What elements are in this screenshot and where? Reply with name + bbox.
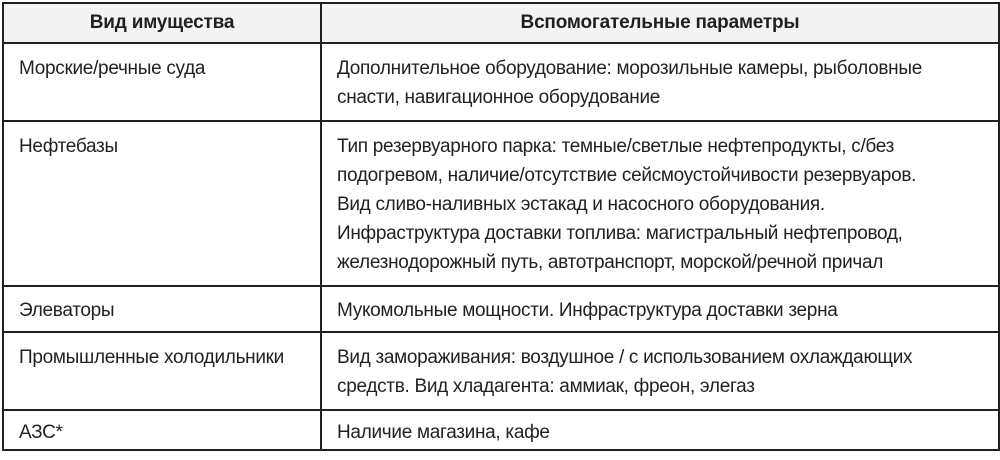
cell-asset-type: Промышленные холодильники bbox=[3, 332, 321, 410]
parameter-line: подогревом, наличие/отсутствие сейсмоустойчивости резервуаров. bbox=[337, 165, 917, 186]
parameter-line: средств. Вид хладагента: аммиак, фреон, элегаз bbox=[337, 376, 755, 397]
table-row bbox=[3, 286, 999, 332]
header-asset-type: Вид имущества bbox=[3, 3, 321, 43]
parameter-line: Вид замораживания: воздушное / с использованием охлаждающих bbox=[337, 347, 913, 368]
table-row bbox=[3, 43, 999, 121]
cell-asset-type: Элеваторы bbox=[3, 286, 321, 332]
cell-parameters bbox=[321, 43, 999, 121]
cell-asset-type: Морские/речные суда bbox=[3, 43, 321, 121]
parameter-line: Мукомольные мощности. Инфраструктура доставки зерна bbox=[337, 300, 838, 321]
cell-asset-type: АЗС* bbox=[3, 410, 321, 450]
parameter-line: Дополнительное оборудование: морозильные камеры, рыболовные bbox=[337, 58, 922, 79]
cell-parameters bbox=[321, 410, 999, 450]
table-header-row bbox=[3, 3, 999, 43]
parameter-line: железнодорожный путь, автотранспорт, морской/речной причал bbox=[337, 252, 884, 273]
table-row bbox=[3, 332, 999, 410]
parameter-line: Наличие магазина, кафе bbox=[337, 422, 550, 443]
cell-parameters bbox=[321, 121, 999, 286]
parameter-line: Инфраструктура доставки топлива: магистральный нефтепровод, bbox=[337, 223, 903, 244]
cell-asset-type: Нефтебазы bbox=[3, 121, 321, 286]
header-auxiliary-parameters: Вспомогательные параметры bbox=[321, 3, 999, 43]
asset-parameters-table bbox=[2, 2, 1000, 451]
cell-parameters bbox=[321, 286, 999, 332]
parameter-line: Вид сливо-наливных эстакад и насосного оборудования. bbox=[337, 194, 825, 215]
parameter-line: снасти, навигационное оборудование bbox=[337, 87, 661, 108]
table-row bbox=[3, 410, 999, 450]
table-row bbox=[3, 121, 999, 286]
parameter-line: Тип резервуарного парка: темные/светлые нефтепродукты, с/без bbox=[337, 136, 895, 157]
cell-parameters bbox=[321, 332, 999, 410]
